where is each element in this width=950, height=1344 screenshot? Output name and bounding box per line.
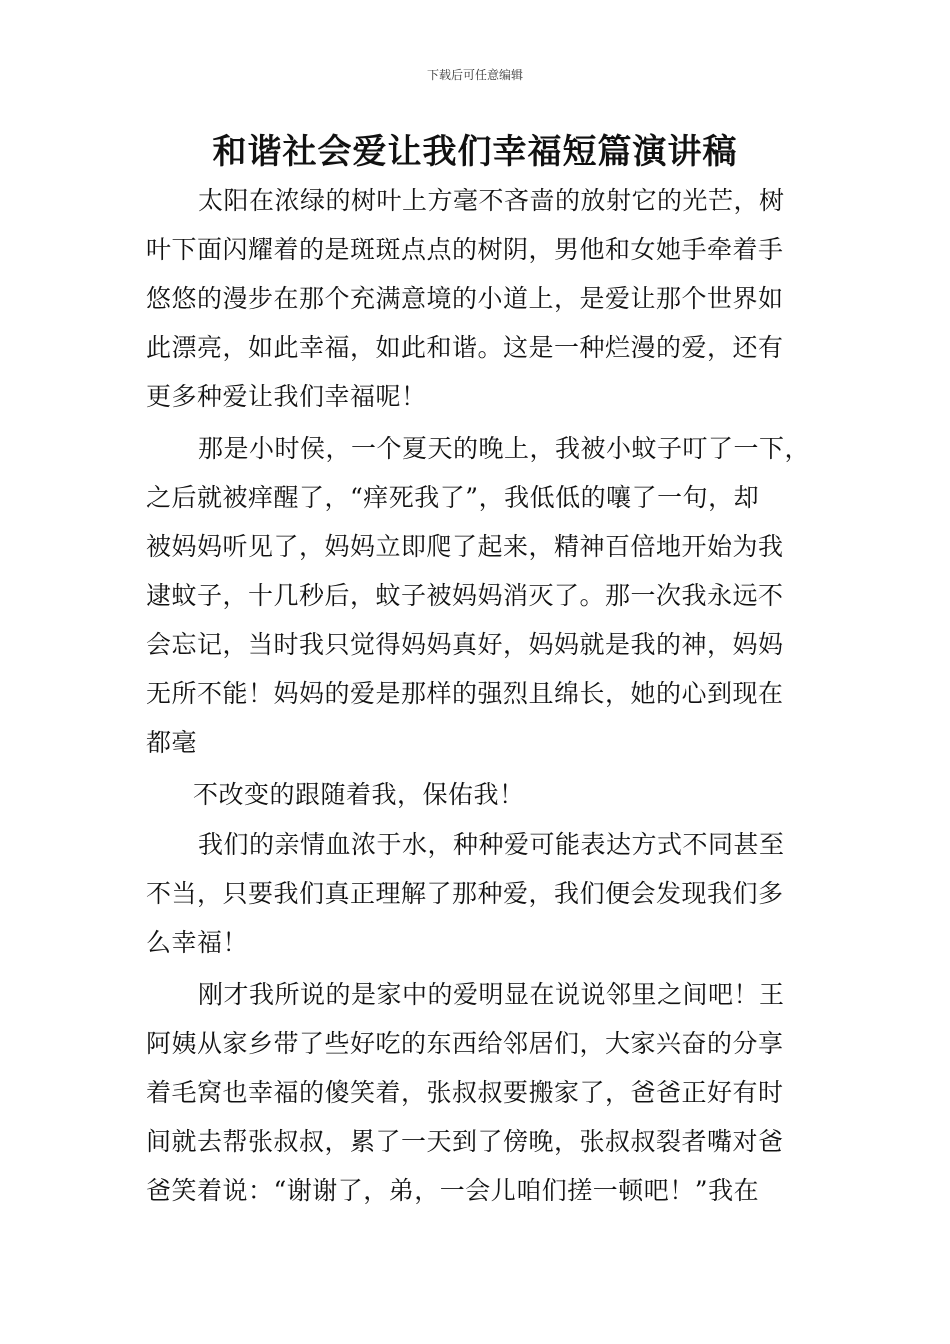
text-line: 阿姨从家乡带了些好吃的东西给邻居们，大家兴奋的分享	[146, 1029, 784, 1058]
text-line: 此漂亮，如此幸福，如此和谐。这是一种烂漫的爱，还有	[146, 333, 784, 362]
text-line: 逮蚊子，十几秒后，蚊子被妈妈消灭了。那一次我永远不	[146, 581, 784, 610]
text-line: 被妈妈听见了，妈妈立即爬了起来，精神百倍地开始为我	[146, 532, 784, 561]
text-line: 我们的亲情血浓于水，种种爱可能表达方式不同甚至	[198, 830, 785, 859]
text-line: 之后就被痒醒了，“痒死我了”，我低低的嚷了一句，却	[146, 483, 760, 512]
text-line: 爸笑着说：“谢谢了，弟，一会儿咱们搓一顿吧！”我在	[146, 1176, 760, 1205]
text-line: 会忘记，当时我只觉得妈妈真好，妈妈就是我的神，妈妈	[146, 630, 784, 659]
text-line: 不改变的跟随着我，保佑我！	[193, 780, 525, 809]
text-line: 悠悠的漫步在那个充满意境的小道上，是爱让那个世界如	[146, 284, 784, 313]
text-line: 间就去帮张叔叔，累了一天到了傍晚，张叔叔裂者嘴对爸	[146, 1127, 784, 1156]
text-line: 着毛窝也幸福的傻笑着，张叔叔要搬家了，爸爸正好有时	[146, 1078, 784, 1107]
text-line: 太阳在浓绿的树叶上方毫不吝啬的放射它的光芒，树	[198, 186, 785, 215]
document-title: 和谐社会爱让我们幸福短篇演讲稿	[212, 132, 738, 172]
text-line: 无所不能！妈妈的爱是那样的强烈且绵长，她的心到现在	[146, 679, 784, 708]
text-line: 都毫	[146, 728, 198, 757]
text-line: 刚才我所说的是家中的爱明显在说说邻里之间吧！王	[198, 980, 785, 1009]
header-note: 下载后可任意编辑	[426, 68, 523, 82]
text-line: 么幸福！	[146, 928, 249, 957]
text-line: 那是小时侯，一个夏天的晚上，我被小蚊子叮了一下，	[198, 434, 811, 463]
text-line: 不当，只要我们真正理解了那种爱，我们便会发现我们多	[146, 879, 784, 908]
text-line: 更多种爱让我们幸福呢！	[146, 382, 427, 411]
text-line: 叶下面闪耀着的是斑斑点点的树阴，男他和女她手牵着手	[146, 235, 784, 264]
